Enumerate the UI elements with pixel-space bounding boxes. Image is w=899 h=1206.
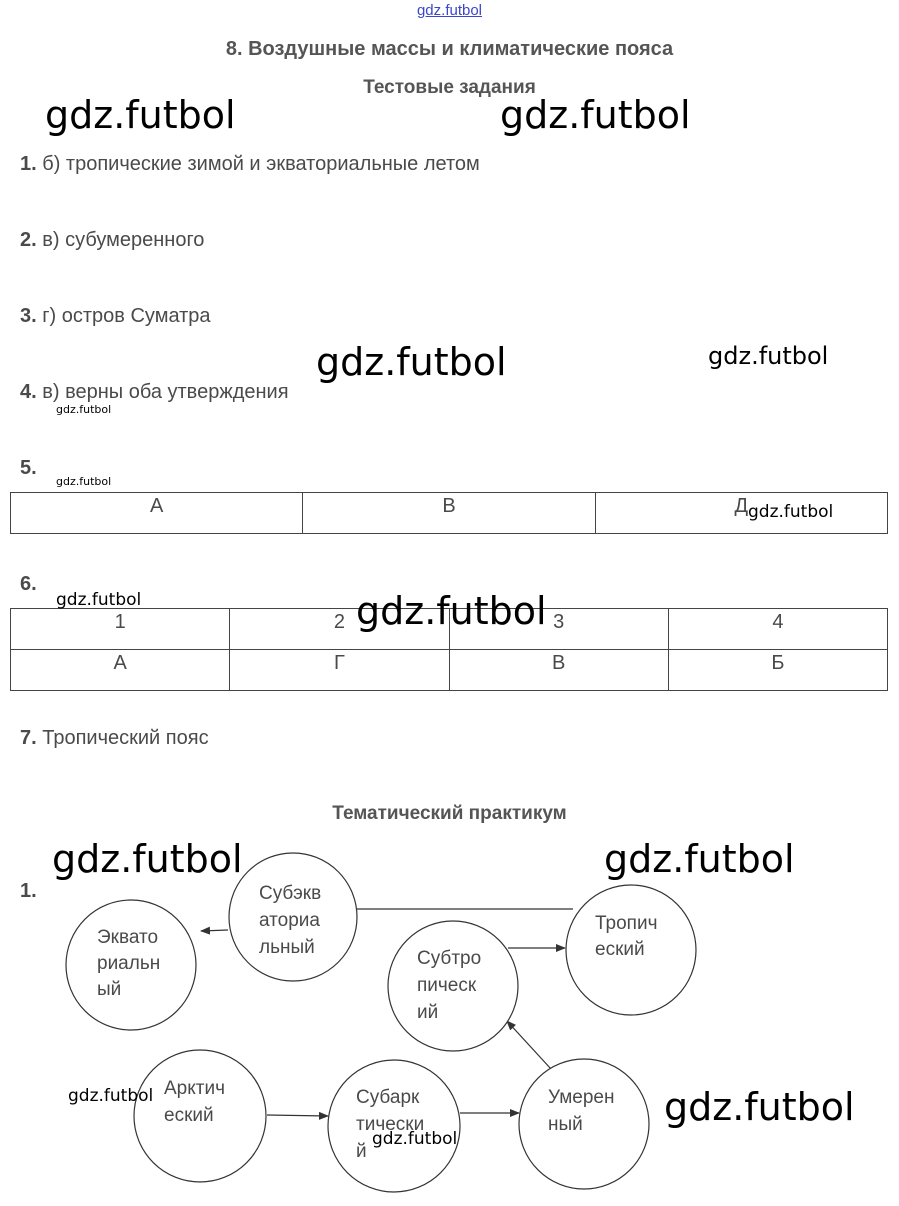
node-label-line: пическ <box>417 975 477 996</box>
node-label-line: й <box>356 1141 367 1162</box>
arrow-arctic-to-subarctic <box>267 1115 328 1116</box>
practice-number: 1. <box>20 880 37 902</box>
node-tropical <box>566 885 696 1015</box>
table6-cell: Б <box>668 650 887 691</box>
node-label-line: льный <box>259 937 315 958</box>
node-label-line: ый <box>97 979 122 1000</box>
node-label-line: Эквато <box>97 927 159 948</box>
node-label-line: аториа <box>259 910 320 931</box>
watermark: gdz.futbol <box>68 1086 154 1106</box>
watermark: gdz.futbol <box>56 475 112 488</box>
arrow-temperate-to-subtropical <box>507 1021 551 1069</box>
arrow-subequatorial-to-equatorial <box>201 930 228 931</box>
watermark: gdz.futbol <box>356 589 547 633</box>
answer-text: б) тропические зимой и экваториальные летом <box>42 153 480 175</box>
question-number: 7. <box>20 727 37 749</box>
question-2 <box>20 229 204 252</box>
answer-text: в) верны оба утверждения <box>42 381 289 403</box>
node-label-line: риальн <box>97 953 161 974</box>
node-label-line: Субэкв <box>259 883 322 904</box>
question-3 <box>20 305 211 328</box>
watermark: gdz.futbol <box>56 590 142 610</box>
watermark: gdz.futbol <box>708 342 829 370</box>
node-subtropical <box>388 921 518 1051</box>
node-label-line: Субарк <box>356 1087 420 1108</box>
node-subequatorial <box>229 853 357 981</box>
table6-header-cell: 3 <box>449 609 668 650</box>
watermark: gdz.futbol <box>56 403 112 416</box>
table6-header-cell: 4 <box>668 609 887 650</box>
question-4 <box>20 381 289 404</box>
answer-text: в) субумеренного <box>42 229 205 251</box>
table5-cell: В <box>303 493 595 534</box>
node-label-line: тически <box>356 1114 425 1135</box>
table6-cell: Г <box>230 650 449 691</box>
table5-cell: Д <box>595 493 887 534</box>
answer-text: Тропический пояс <box>42 727 209 749</box>
watermark: gdz.futbol <box>52 837 243 881</box>
watermark: gdz.futbol <box>500 93 691 137</box>
section-tests-heading: Тестовые задания <box>363 77 536 98</box>
node-label-line: Арктич <box>164 1078 225 1099</box>
climate-zone-diagram <box>0 837 899 1206</box>
node-label-line: ий <box>417 1002 439 1023</box>
table6-header-cell: 1 <box>11 609 230 650</box>
question-number: 4. <box>20 381 37 403</box>
question-number: 2. <box>20 229 37 251</box>
node-equatorial <box>66 900 196 1030</box>
node-label-line: Тропич <box>595 913 658 934</box>
node-label-line: Субтро <box>417 948 482 969</box>
question-1 <box>20 153 480 176</box>
section-practice-heading: Тематический практикум <box>332 803 567 824</box>
question-7 <box>20 727 209 750</box>
node-subarctic <box>328 1060 460 1192</box>
table6-cell: В <box>449 650 668 691</box>
watermark: gdz.futbol <box>316 340 507 384</box>
watermark: gdz.futbol <box>604 837 795 881</box>
node-temperate <box>519 1059 649 1189</box>
top-site-link[interactable]: gdz.futbol <box>416 2 483 19</box>
table6-header-cell: 2 <box>230 609 449 650</box>
question-5 <box>20 457 37 480</box>
node-label-line: еский <box>164 1105 214 1126</box>
table6-cell: А <box>11 650 230 691</box>
node-label-line: еский <box>595 939 645 960</box>
question-6 <box>20 573 37 596</box>
node-label-line: Умерен <box>548 1087 615 1108</box>
watermark: gdz.futbol <box>372 1129 458 1149</box>
watermark: gdz.futbol <box>45 93 236 137</box>
question-number: 6. <box>20 573 37 595</box>
watermark: gdz.futbol <box>664 1085 855 1129</box>
question-number: 5. <box>20 457 37 479</box>
table5-cell: А <box>11 493 303 534</box>
watermark: gdz.futbol <box>748 502 834 522</box>
page-title: 8. Воздушные массы и климатические пояса <box>225 38 674 60</box>
node-label-line: ный <box>548 1114 583 1135</box>
question-number: 1. <box>20 153 37 175</box>
node-arctic <box>134 1050 266 1182</box>
answer-text: г) остров Суматра <box>42 305 211 327</box>
question-number: 3. <box>20 305 37 327</box>
